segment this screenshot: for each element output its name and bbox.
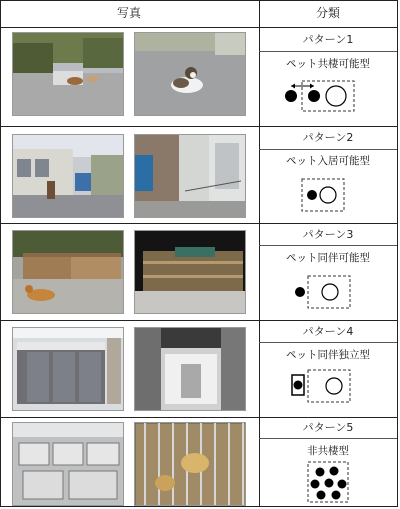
row-divider [1,223,397,224]
cell-divider [259,342,397,343]
cell-divider [259,245,397,246]
pattern-title: パターン4 [302,325,354,338]
photo-dog-cages [134,422,246,506]
cell-divider [259,438,397,439]
pattern-3-diagram [258,272,398,312]
photo-street-cats [12,32,124,116]
pattern-2-diagram [258,176,398,216]
photos-header: 写真 [116,6,141,20]
pattern-5-diagram [258,460,398,504]
pattern-title: パターン1 [302,33,354,46]
pattern-type: ペット入居可能型 [286,155,370,167]
row-divider [1,126,397,127]
pattern-4-diagram [258,366,398,406]
photo-prefab-building [12,327,124,411]
photo-cages-interior [12,422,124,506]
photo-unit-doorways [134,134,246,218]
photo-building-interior [134,327,246,411]
pattern-1-diagram [258,76,398,116]
photo-cat-pavement [134,32,246,116]
pattern-title: パターン2 [302,131,354,144]
pattern-type: ペット同伴可能型 [286,252,370,264]
cell-divider [259,149,397,150]
photo-wooden-pens-dog [12,230,124,314]
pattern-type: ペット同伴独立型 [286,349,370,361]
row-divider [1,320,397,321]
photo-pens-night [134,230,246,314]
pattern-type: 非共棲型 [307,445,349,457]
category-header: 分類 [315,6,340,20]
cell-divider [259,51,397,52]
photo-alley-units [12,134,124,218]
pattern-title: パターン3 [302,228,354,241]
pattern-title: パターン5 [302,421,354,434]
header-divider [1,27,397,28]
pattern-type: ペット共棲可能型 [286,58,370,70]
